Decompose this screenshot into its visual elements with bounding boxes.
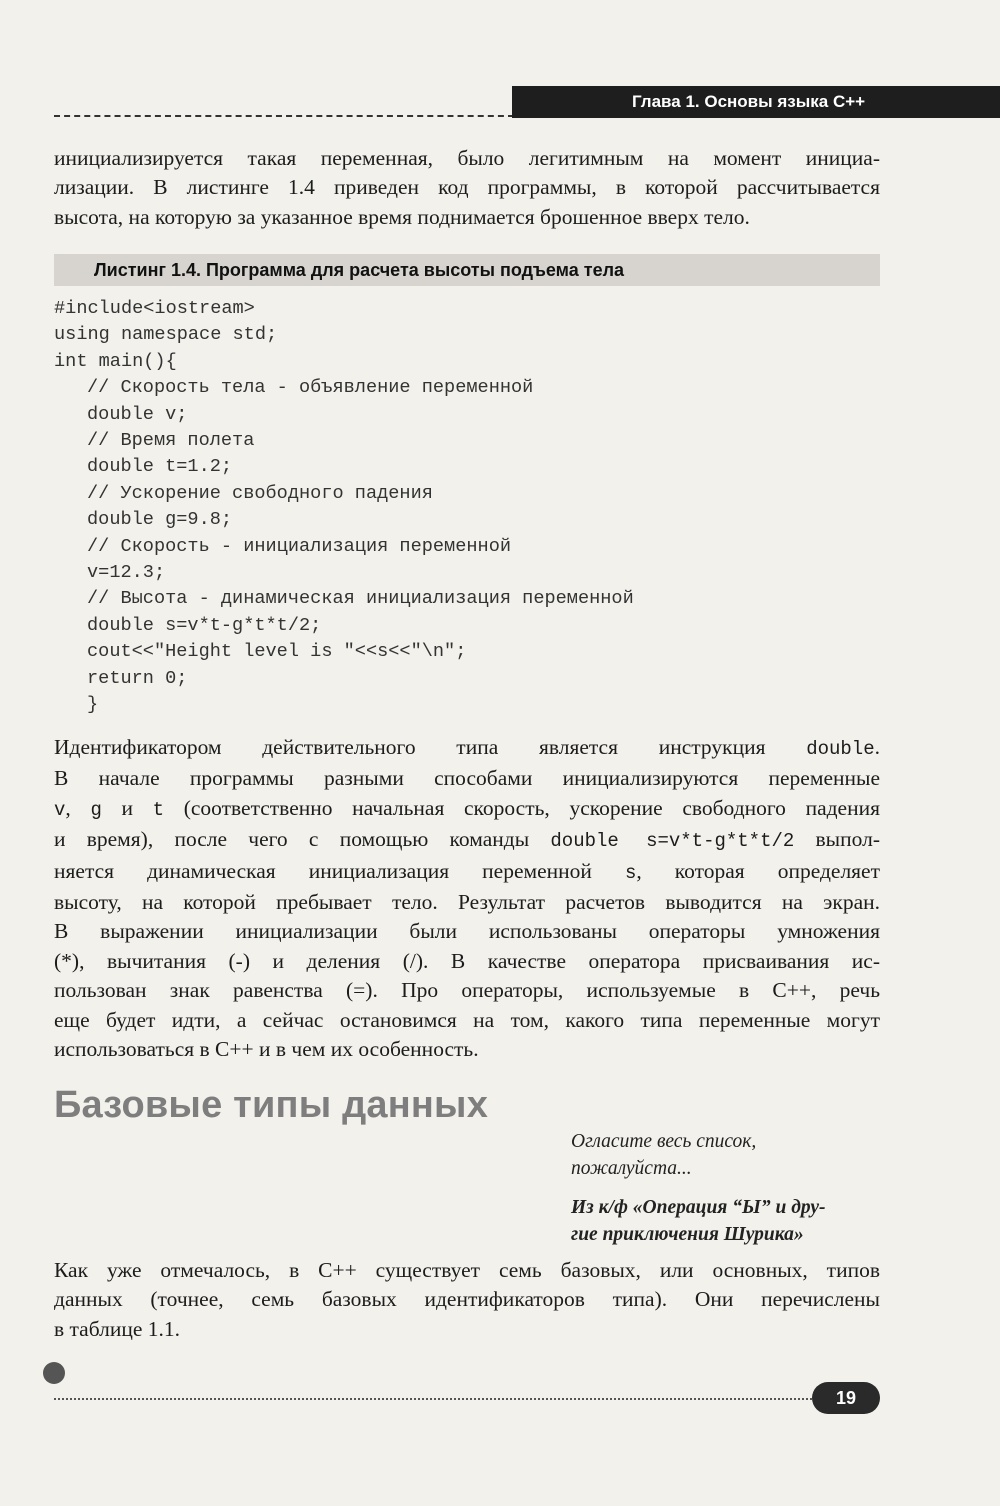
epigraph [571,1128,891,1248]
code-line: return 0; [87,667,188,689]
text-line: (*), вычитания (-) и деления (/). В качестве оператора присваивания ис- [54,948,880,973]
header-divider [54,115,514,117]
inline-code: t [152,798,165,821]
inline-code: v [54,798,66,821]
footer-divider [54,1398,816,1400]
text-line: v, g и t (соответственно начальная скорость, ускорение свободного падения [54,795,880,821]
text-line: лизации. В листинге 1.4 приведен код программы, в которой рассчитывается [54,175,880,200]
code-line: } [87,694,99,716]
text-line: еще будет идти, а сейчас остановимся на том, какого типа переменные могут [54,1007,880,1032]
epigraph-line: Огласите весь список, [571,1131,757,1152]
code-line: double t=1.2; [87,456,233,478]
text-line: Как уже отмечалось, в С++ существует семь базовых, или основных, типов [54,1258,880,1282]
body-paragraph [54,733,880,1064]
code-comment: // Высота - динамическая инициализация переменной [87,588,634,610]
chapter-header: Глава 1. Основы языка С++ [512,86,1000,118]
epigraph-source [571,1194,891,1248]
text-line: пользован знак равенства (=). Про операторы, используемые в С++, речь [54,978,880,1003]
final-paragraph [54,1256,880,1344]
code-comment: // Время полета [87,430,255,452]
intro-paragraph [54,144,880,232]
inline-code: s [624,861,637,884]
footer-dot [43,1362,65,1384]
text-line: в таблице 1.1. [54,1316,181,1341]
section-title: Базовые типы данных [54,1084,489,1126]
text-line: и время), после чего с помощью команды double s=v*t-g*t*t/2 выпол- [54,827,880,853]
text-line: В начале программы разными способами инициализируются переменные [54,766,880,791]
code-line: using namespace std; [54,324,278,346]
epigraph-source-line: гие приключения Шурика» [571,1224,804,1245]
code-line: #include<iostream> [54,298,255,319]
text-line: инициализируется такая переменная, было легитимным на момент инициа- [54,146,880,170]
code-comment: // Скорость тела - объявление переменной [87,377,534,399]
text-line: данных (точнее, семь базовых идентификаторов типа). Они перечислены [54,1287,880,1312]
text-line: В выражении инициализации были использованы операторы умножения [54,919,880,944]
code-comment: // Ускорение свободного падения [87,482,433,504]
code-line: cout<<"Height level is "<<s<<"\n"; [87,641,467,663]
code-line: double v; [87,403,188,425]
inline-code: g [90,798,102,821]
inline-code: double s=v*t-g*t*t/2 [550,830,795,853]
code-comment: // Скорость - инициализация переменной [87,535,512,557]
text-line: Идентификатором действительного типа является инструкция double. [54,735,880,760]
code-line: v=12.3; [87,562,166,584]
epigraph-source-line: Из к/ф «Операция “Ы” и дру- [571,1197,826,1218]
code-listing [54,296,634,719]
listing-title: Листинг 1.4. Программа для расчета высоты подъема тела [54,254,880,286]
epigraph-line: пожалуйста... [571,1158,692,1179]
text-line: использоваться в С++ и в чем их особенность. [54,1037,479,1062]
code-line: double g=9.8; [87,509,233,531]
text-line: высоту, на которой пребывает тело. Результат расчетов выводится на экран. [54,890,880,915]
text-line: высота, на которую за указанное время поднимается брошенное вверх тело. [54,204,750,229]
text-line: няется динамическая инициализация переменной s, которая определяет [54,858,880,884]
code-line: int main(){ [54,350,177,372]
inline-code: double [806,738,875,760]
page-number: 19 [812,1382,880,1414]
code-line: double s=v*t-g*t*t/2; [87,614,322,636]
